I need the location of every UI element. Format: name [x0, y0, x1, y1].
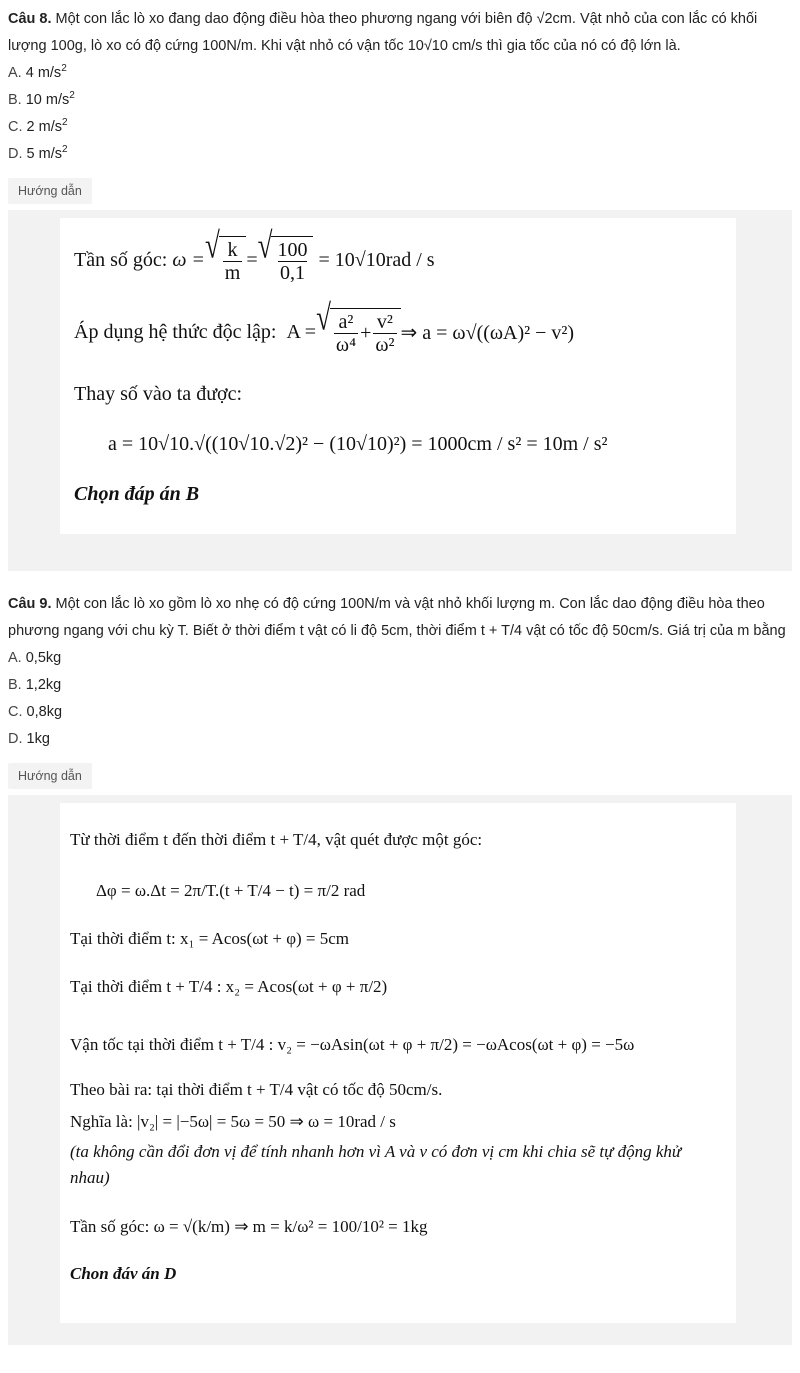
option-letter: C. [8, 704, 23, 720]
solution-image-8 [60, 218, 736, 534]
sol9-line-8: (ta không cần đổi đơn vị để tính nhanh hơn vì A và v có đơn vị cm khi chia sẽ tự động khử nhau) [70, 1142, 682, 1187]
sol8-m: m [224, 262, 241, 284]
sol8-01: 0,1 [279, 262, 305, 284]
sol8-line-5: Chọn đáp án B [74, 482, 200, 505]
solution-panel-8 [8, 210, 792, 571]
guide-button[interactable]: Hướng dẫn [8, 763, 92, 789]
option-d[interactable] [8, 726, 792, 753]
sol9-line-1: Từ thời điểm t đến thời điểm t + T/4, vật quét được một góc: [70, 830, 483, 849]
option-b[interactable] [8, 672, 792, 699]
sol8-w4: ω⁴ [335, 334, 357, 356]
sol8-line-3: Thay số vào ta được: [74, 382, 243, 405]
sol8-w2: ω² [375, 334, 395, 356]
option-value: 1kg [26, 731, 50, 747]
option-letter: A. [8, 650, 22, 666]
sol8-v2: v² [376, 311, 393, 333]
sol8-line-2 [74, 296, 736, 368]
option-value: 4 m/s [25, 65, 62, 81]
sol9-line-7: Nghĩa là: |v₂| = |−5ω| = 5ω = 50 ⇒ ω = 10rad / s [70, 1112, 396, 1131]
question-9-label: Câu 9. [8, 596, 52, 612]
option-value: 0,8kg [26, 704, 63, 720]
option-value: 1,2kg [25, 677, 62, 693]
sol9-line-6: Theo bài ra: tại thời điểm t + T/4 vật có tốc độ 50cm/s. [70, 1080, 443, 1099]
question-9-options [8, 645, 792, 753]
question-9-body: Một con lắc lò xo gồm lò xo nhẹ có độ cứng 100N/m và vật nhỏ khối lượng m. Con lắc dao động điều hòa theo phương ngang với chu kỳ T. Biết ở thời điểm t vật có li độ 5cm, thời điểm t + T/4 vật có tốc độ 50cm/s. Giá trị của m bằng [8, 596, 786, 639]
option-letter: B. [8, 92, 22, 108]
sol8-100: 100 [277, 239, 308, 261]
sol9-line-3: Tại thời điểm t: x₁ = Acos(ωt + φ) = 5cm [70, 929, 350, 948]
option-sup: 2 [61, 117, 68, 129]
sol8-l2-result: ⇒ a = ω√((ωA)² − v²) [400, 321, 575, 344]
question-8-label: Câu 8. [8, 11, 52, 27]
question-8-body: Một con lắc lò xo đang dao động điều hòa theo phương ngang với biên độ √2cm. Vật nhỏ của con lắc có khối lượng 100g, lò xo có độ cứng 100N/m. Khi vật nhỏ có vận tốc 10√10 cm/s thì gia tốc của nó có độ lớn là. [8, 11, 758, 54]
question-8-options [8, 60, 792, 168]
sol9-line-4: Tại thời điểm t + T/4 : x₂ = Acos(ωt + φ + π/2) [70, 977, 388, 996]
option-letter: B. [8, 677, 22, 693]
option-value: 5 m/s [26, 146, 62, 162]
option-value: 0,5kg [25, 650, 62, 666]
option-d[interactable] [8, 141, 792, 168]
sol9-line-5: Vận tốc tại thời điểm t + T/4 : v₂ = −ωAsin(ωt + φ + π/2) = −ωAcos(ωt + φ) = −5ω [70, 1035, 635, 1054]
option-letter: D. [8, 146, 23, 162]
guide-button[interactable]: Hướng dẫn [8, 178, 92, 204]
sol8-l2-label: Áp dụng hệ thức độc lập: [74, 320, 277, 343]
option-b[interactable] [8, 87, 792, 114]
option-a[interactable] [8, 645, 792, 672]
sol8-sqrt-1: √ $\frac{k}{m}$ [205, 236, 246, 284]
option-letter: D. [8, 731, 23, 747]
option-c[interactable] [8, 699, 792, 726]
sol8-line-4: a = 10√10.√((10√10.√2)² − (10√10)²) = 1000cm / s² = 10m / s² [108, 432, 608, 455]
sol8-l1-omega: ω = [172, 248, 205, 271]
solution-panel-9 [8, 795, 792, 1345]
sol8-l1-label: Tần số góc: [74, 248, 168, 271]
option-value: 2 m/s [26, 119, 62, 135]
sol8-sqrt-2: √ $\frac{100}{0,1}$ [258, 236, 314, 284]
sol9-line-9: Tần số góc: ω = √(k/m) ⇒ m = k/ω² = 100/10² = 1kg [70, 1217, 428, 1236]
sol9-line-2: Δφ = ω.Δt = 2π/T.(t + T/4 − t) = π/2 rad [96, 881, 366, 900]
sol8-plus: + [360, 322, 372, 344]
sol8-a2: a² [338, 311, 354, 333]
option-letter: C. [8, 119, 23, 135]
question-9-text [8, 591, 792, 645]
option-value: 10 m/s [25, 92, 70, 108]
option-a[interactable] [8, 60, 792, 87]
question-8-text [8, 6, 792, 60]
sol8-l2-A: A = [286, 320, 317, 343]
sol8-l1-result: = 10√10rad / s [318, 248, 435, 271]
sol9-line-10: Chon đáv án D [70, 1264, 177, 1283]
option-c[interactable] [8, 114, 792, 141]
sol8-eq: = [246, 248, 258, 271]
option-sup: 2 [69, 90, 75, 102]
option-sup: 2 [61, 63, 67, 75]
sol8-line-1 [74, 224, 736, 292]
solution-image-9 [60, 803, 736, 1323]
sol8-k: k [227, 239, 238, 261]
option-letter: A. [8, 65, 22, 81]
sol8-sqrt-3: √ $\frac{\text{a²}}{\text{ω⁴}}$ + $\frac{\text{v²}}{\text{ω²}}$ [316, 308, 400, 356]
option-sup: 2 [61, 144, 68, 156]
